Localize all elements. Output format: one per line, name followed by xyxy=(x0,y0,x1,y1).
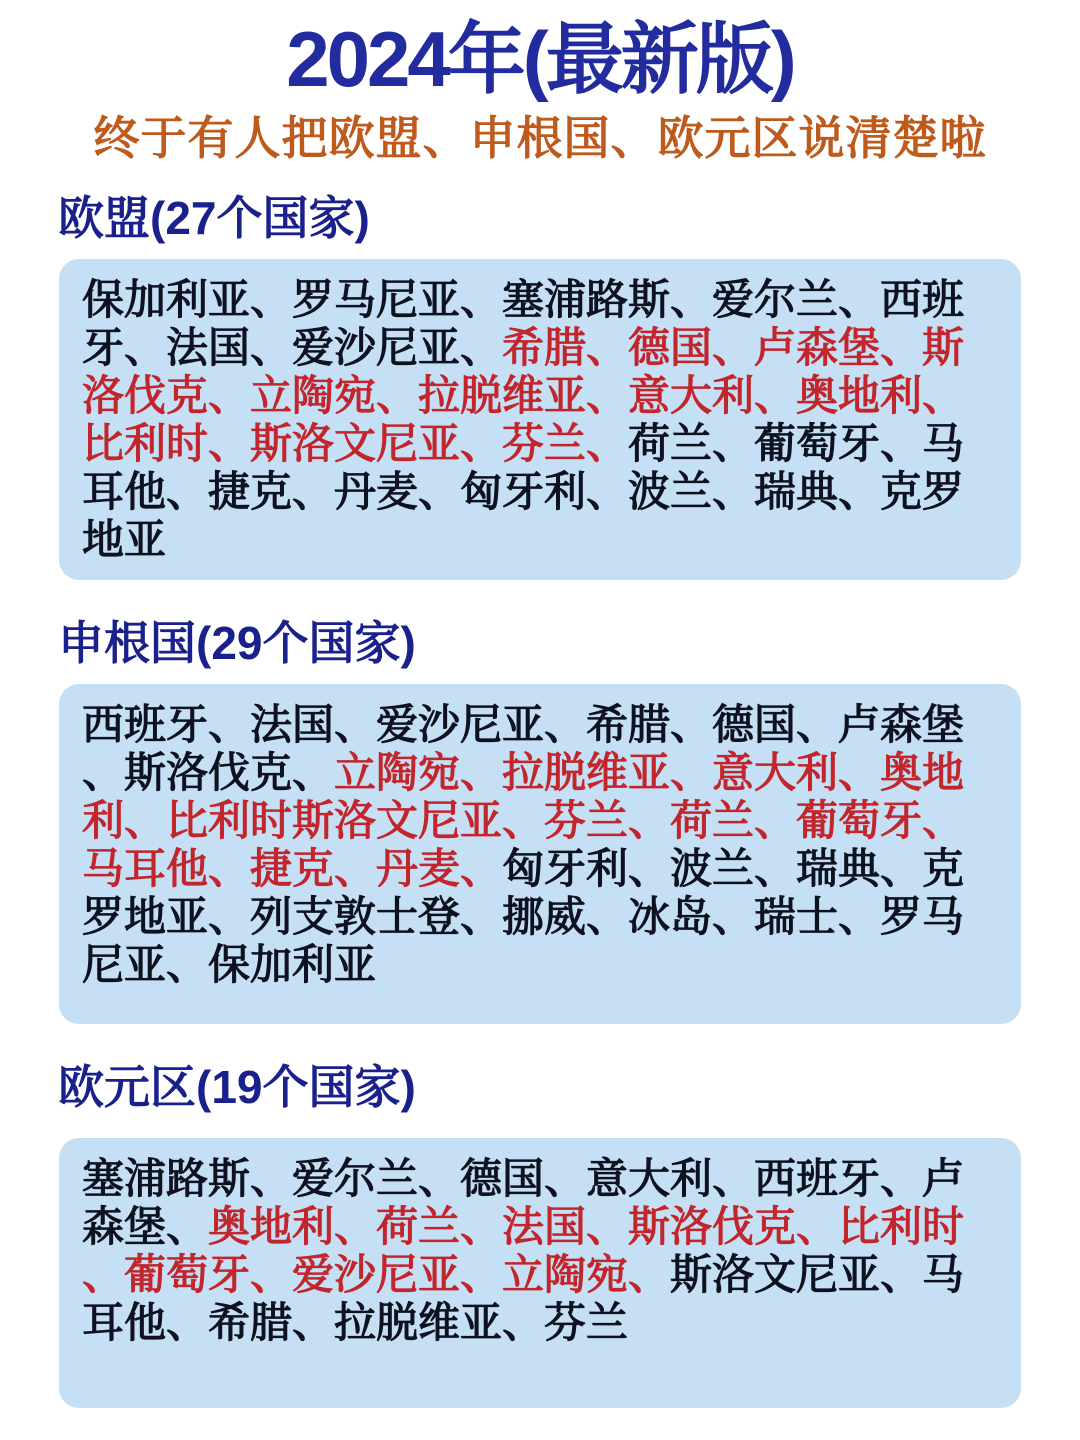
section-heading-schengen: 申根国(29个国家) xyxy=(58,616,416,669)
country-list-segment-red: 希腊、德国、卢森堡、斯洛伐克、立陶宛、拉脱维亚、意大利、奥地利、比利时、斯洛文尼亚、芬兰、 xyxy=(82,323,965,467)
country-list-segment-black: 斯洛文尼亚、马耳他、希腊、拉脱维亚、芬兰 xyxy=(82,1250,965,1346)
country-list-eurozone xyxy=(59,1138,1021,1408)
section-heading-eu: 欧盟(27个国家) xyxy=(58,191,370,244)
country-list-segment-black: 西班牙、法国、爱沙尼亚、希腊、德国、卢森堡、斯洛伐克、 xyxy=(82,700,965,796)
country-list-segment-red: 奥地利、荷兰、法国、斯洛伐克、比利时、葡萄牙、爱沙尼亚、立陶宛、 xyxy=(82,1202,965,1298)
country-list-segment-black: 匈牙利、波兰、瑞典、克罗地亚、列支敦士登、挪威、冰岛、瑞士、罗马尼亚、保加利亚 xyxy=(82,844,965,988)
section-heading-eurozone: 欧元区(19个国家) xyxy=(58,1060,416,1113)
page-subtitle: 终于有人把欧盟、申根国、欧元区说清楚啦 xyxy=(93,112,987,164)
country-list-eu xyxy=(59,259,1021,580)
country-list-schengen xyxy=(59,684,1021,1024)
page-title: 2024年(最新版) xyxy=(286,15,794,103)
country-list-segment-red: 立陶宛、拉脱维亚、意大利、奥地利、比利时斯洛文尼亚、芬兰、荷兰、葡萄牙、马耳他、捷克、丹麦、 xyxy=(82,748,965,892)
country-list-segment-black: 塞浦路斯、爱尔兰、德国、意大利、西班牙、卢森堡、 xyxy=(82,1154,965,1250)
country-list-segment-black: 保加利亚、罗马尼亚、塞浦路斯、爱尔兰、西班牙、法国、爱沙尼亚、 xyxy=(82,275,965,371)
country-list-segment-black: 荷兰、葡萄牙、马耳他、捷克、丹麦、匈牙利、波兰、瑞典、克罗地亚 xyxy=(82,419,965,563)
